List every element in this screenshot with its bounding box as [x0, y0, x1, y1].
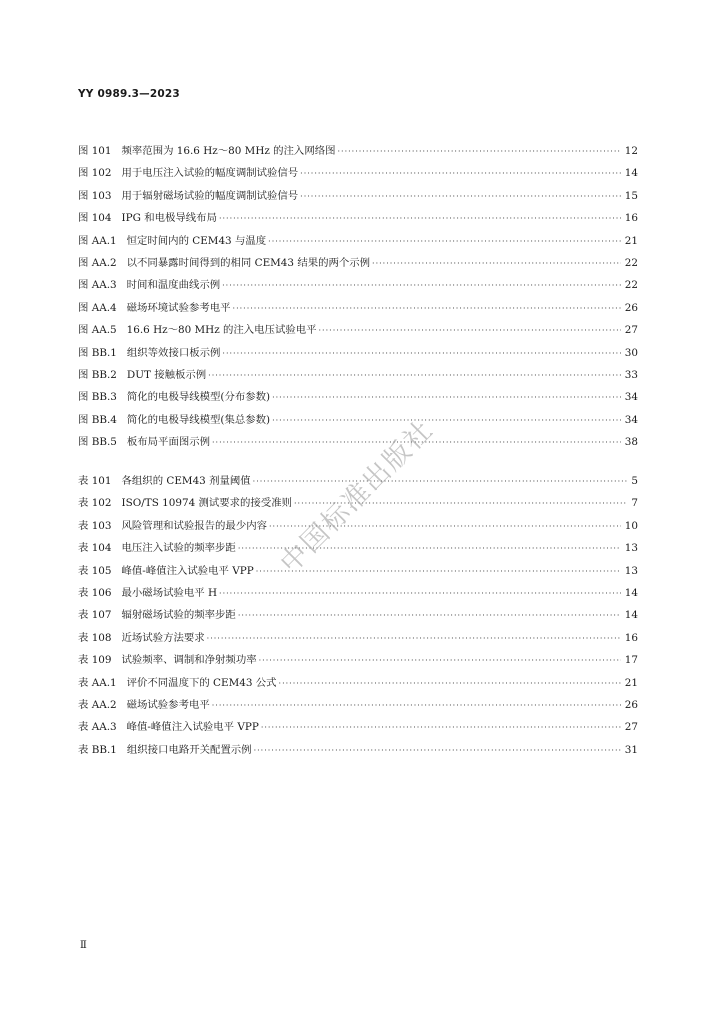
table-entry[interactable] — [78, 649, 638, 671]
entry-page-number: 15 — [624, 189, 638, 202]
entry-title: 用于电压注入试验的幅度调制试验信号 — [121, 167, 299, 180]
dot-leader — [319, 320, 621, 342]
entry-number: 图 BB.1 — [78, 346, 117, 359]
figure-entry[interactable] — [78, 319, 638, 341]
entry-page-number: 5 — [631, 475, 638, 487]
figure-entry[interactable] — [78, 274, 638, 296]
figure-entry[interactable] — [78, 140, 638, 162]
entry-number: 表 108 — [78, 631, 112, 644]
table-entry[interactable] — [78, 672, 638, 694]
dot-leader — [222, 343, 620, 365]
table-entry[interactable] — [78, 604, 638, 626]
entry-page-number: 16 — [624, 212, 638, 225]
entry-number: 图 103 — [78, 189, 112, 202]
figure-entry[interactable] — [78, 207, 638, 229]
document-code: YY 0989.3—2023 — [78, 88, 180, 100]
entry-number: 图 102 — [78, 167, 112, 180]
entry-page-number: 22 — [624, 256, 638, 269]
dot-leader — [212, 695, 621, 717]
entry-page-number: 21 — [624, 676, 638, 689]
entry-page-number: 31 — [624, 743, 638, 756]
entry-page-number: 26 — [624, 698, 638, 711]
entry-number: 图 AA.5 — [78, 324, 117, 337]
entry-title: 峰值-峰值注入试验电平 VPP — [126, 721, 259, 734]
entry-number: 图 BB.3 — [78, 391, 117, 404]
dot-leader — [261, 717, 621, 739]
entry-title: 用于辐射磁场试验的幅度调制试验信号 — [121, 189, 299, 202]
entry-number: 表 102 — [78, 497, 112, 510]
dot-leader — [253, 471, 628, 493]
entry-number: 图 BB.5 — [78, 436, 117, 449]
figure-entry[interactable] — [78, 185, 638, 207]
entry-title: 组织接口电路开关配置示例 — [126, 743, 252, 756]
entry-number: 表 105 — [78, 564, 112, 577]
dot-leader — [372, 253, 621, 275]
entry-title: 评价不同温度下的 CEM43 公式 — [126, 676, 277, 689]
dot-leader — [259, 650, 621, 672]
entry-page-number: 34 — [624, 391, 638, 404]
table-entry[interactable] — [78, 627, 638, 649]
page-number: Ⅱ — [80, 940, 87, 951]
entry-number: 图 104 — [78, 212, 112, 225]
entry-page-number: 7 — [631, 497, 638, 510]
entry-number: 图 101 — [78, 145, 112, 157]
entry-page-number: 12 — [624, 145, 638, 157]
figure-list — [78, 140, 638, 453]
entry-number: 表 106 — [78, 586, 112, 599]
entry-number: 图 AA.1 — [78, 234, 117, 247]
entry-title: 板布局平面图示例 — [126, 436, 211, 449]
entry-page-number: 10 — [624, 519, 638, 532]
dot-leader — [254, 740, 621, 762]
table-entry[interactable] — [78, 582, 638, 604]
figure-entry[interactable] — [78, 364, 638, 386]
dot-leader — [279, 673, 621, 695]
entry-number: 表 103 — [78, 519, 112, 532]
entry-title: 频率范围为 16.6 Hz～80 MHz 的注入网络图 — [121, 145, 336, 157]
entry-number: 表 AA.1 — [78, 676, 117, 689]
dot-leader — [208, 365, 621, 387]
entry-number: 表 AA.2 — [78, 698, 117, 711]
entry-page-number: 38 — [624, 436, 638, 449]
entry-title: 风险管理和试验报告的最少内容 — [121, 519, 267, 532]
dot-leader — [222, 275, 621, 297]
entry-page-number: 34 — [624, 413, 638, 426]
entry-title: 电压注入试验的频率步距 — [121, 542, 236, 555]
entry-page-number: 21 — [624, 234, 638, 247]
figure-entry[interactable] — [78, 342, 638, 364]
dot-leader — [238, 605, 621, 627]
entry-number: 表 101 — [78, 475, 112, 487]
publisher-watermark: 中国标准出版社 — [274, 413, 440, 580]
entry-title: 简化的电极导线模型(集总参数) — [126, 413, 271, 426]
entry-page-number: 33 — [624, 368, 638, 381]
dot-leader — [207, 628, 621, 650]
entry-page-number: 27 — [624, 721, 638, 734]
figure-entry[interactable] — [78, 162, 638, 184]
figure-entry[interactable] — [78, 431, 638, 453]
entry-number: 表 107 — [78, 609, 112, 622]
entry-page-number: 16 — [624, 631, 638, 644]
entry-title: 简化的电极导线模型(分布参数) — [126, 391, 271, 404]
entry-page-number: 27 — [624, 324, 638, 337]
entry-number: 表 109 — [78, 654, 112, 667]
table-entry[interactable] — [78, 716, 638, 738]
figure-entry[interactable] — [78, 252, 638, 274]
entry-title: 近场试验方法要求 — [121, 631, 205, 644]
entry-number: 图 BB.2 — [78, 368, 117, 381]
dot-leader — [300, 163, 621, 185]
entry-page-number: 17 — [624, 654, 638, 667]
entry-page-number: 14 — [624, 167, 638, 180]
table-entry[interactable] — [78, 537, 638, 559]
entry-page-number: 14 — [624, 609, 638, 622]
entry-number: 图 BB.4 — [78, 413, 117, 426]
dot-leader — [338, 141, 621, 163]
dot-leader — [300, 186, 621, 208]
entry-title: 恒定时间内的 CEM43 与温度 — [126, 234, 267, 247]
entry-title: ISO/TS 10974 测试要求的接受准则 — [121, 497, 292, 510]
entry-title: 辐射磁场试验的频率步距 — [121, 609, 236, 622]
entry-title: 峰值-峰值注入试验电平 VPP — [121, 564, 254, 577]
entry-title: 最小磁场试验电平 H — [121, 586, 218, 599]
table-entry[interactable] — [78, 739, 638, 761]
entry-title: 组织等效接口板示例 — [126, 346, 221, 359]
entry-page-number: 14 — [624, 586, 638, 599]
entry-title: 16.6 Hz～80 MHz 的注入电压试验电平 — [126, 324, 317, 337]
entry-title: 各组织的 CEM43 剂量阈值 — [121, 475, 251, 487]
entry-title: 时间和温度曲线示例 — [126, 279, 221, 292]
entry-page-number: 13 — [624, 564, 638, 577]
entry-number: 表 104 — [78, 542, 112, 555]
entry-page-number: 13 — [624, 542, 638, 555]
entry-title: 磁场试验参考电平 — [126, 698, 210, 711]
dot-leader — [233, 298, 621, 320]
entry-title: 以不同暴露时间得到的相同 CEM43 结果的两个示例 — [126, 256, 371, 269]
entry-number: 图 AA.2 — [78, 256, 117, 269]
table-entry[interactable] — [78, 560, 638, 582]
entry-number: 图 AA.4 — [78, 301, 117, 314]
entry-number: 表 AA.3 — [78, 721, 117, 734]
entry-page-number: 30 — [624, 346, 638, 359]
entry-number: 表 BB.1 — [78, 743, 117, 756]
table-entry[interactable] — [78, 694, 638, 716]
figure-entry[interactable] — [78, 230, 638, 252]
figure-entry[interactable] — [78, 386, 638, 408]
entry-title: 试验频率、调制和净射频功率 — [121, 654, 257, 667]
entry-page-number: 26 — [624, 301, 638, 314]
entry-page-number: 22 — [624, 279, 638, 292]
dot-leader — [219, 208, 621, 230]
entry-title: 磁场环境试验参考电平 — [126, 301, 231, 314]
entry-number: 图 AA.3 — [78, 279, 117, 292]
figure-entry[interactable] — [78, 297, 638, 319]
figure-entry[interactable] — [78, 409, 638, 431]
dot-leader — [268, 231, 621, 253]
entry-title: DUT 接触板示例 — [126, 368, 207, 381]
entry-title: IPG 和电极导线布局 — [121, 212, 217, 225]
